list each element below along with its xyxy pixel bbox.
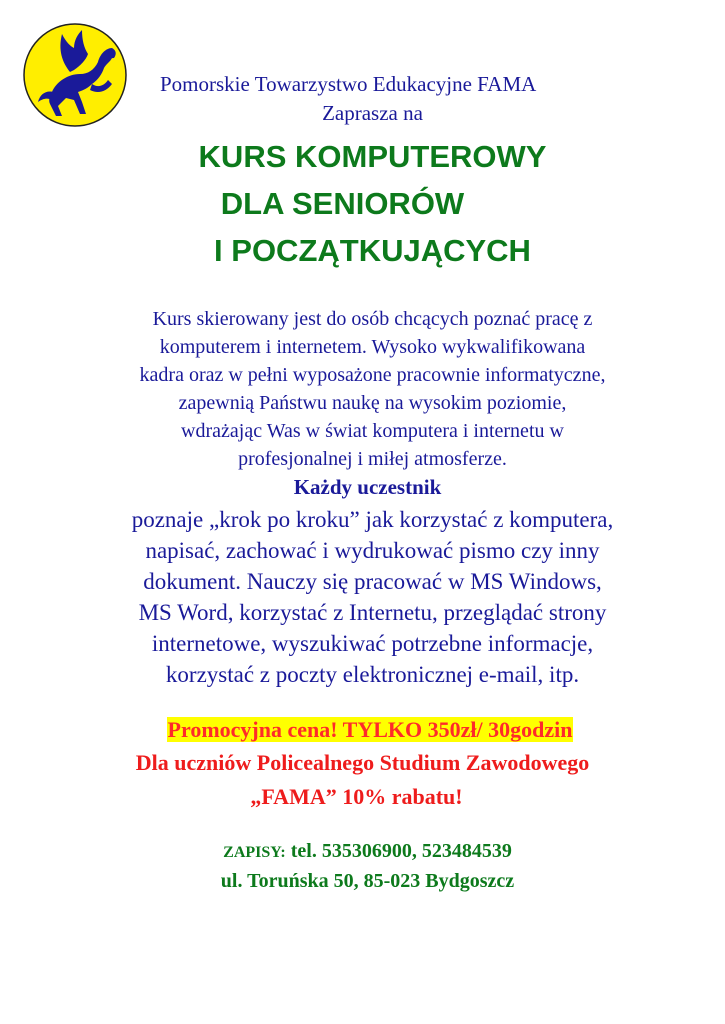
- description-line: kadra oraz w pełni wyposażone pracownie informatyczne,: [139, 364, 606, 386]
- discount-line-2: „FAMA” 10% rabatu!: [250, 784, 463, 809]
- promo-price-highlight: Promocyjna cena! TYLKO 350zł/ 30godzin: [167, 717, 573, 742]
- participant-line: dokument. Nauczy się pracować w MS Windows,: [143, 569, 602, 594]
- description-line: zapewnią Państwu naukę na wysokim poziomie,: [178, 392, 567, 414]
- description-line: profesjonalnej i miłej atmosferze.: [238, 448, 507, 470]
- phone-numbers: tel. 535306900, 523484539: [290, 840, 512, 862]
- title-line-1: KURS KOMPUTEROWY: [198, 139, 547, 174]
- description-line: Kurs skierowany jest do osób chcących poznać pracę z: [152, 308, 593, 330]
- participant-line: MS Word, korzystać z Internetu, przeglądać strony: [138, 600, 607, 625]
- contact-phones: [0, 840, 725, 863]
- participant-description: [40, 504, 705, 690]
- participant-line: korzystać z poczty elektronicznej e-mail, itp.: [165, 662, 580, 687]
- contact-address: ul. Toruńska 50, 85-023 Bydgoszcz: [220, 870, 515, 892]
- title-line-2: DLA SENIORÓW: [220, 186, 465, 221]
- title-line-3: I POCZĄTKUJĄCYCH: [214, 233, 531, 268]
- course-description: [40, 305, 705, 473]
- invite-text: Zaprasza na: [322, 101, 423, 125]
- participant-line: poznaje „krok po kroku” jak korzystać z komputera,: [131, 507, 614, 532]
- organization-name: Pomorskie Towarzystwo Edukacyjne FAMA: [160, 72, 537, 96]
- participant-heading: Każdy uczestnik: [293, 475, 442, 499]
- participant-line: internetowe, wyszukiwać potrzebne informacje,: [151, 631, 594, 656]
- description-line: wdrażając Was w świat komputera i internetu w: [181, 420, 564, 442]
- description-line: komputerem i internetem. Wysoko wykwalifikowana: [159, 336, 586, 358]
- participant-line: napisać, zachować i wydrukować pismo czy inny: [145, 538, 600, 563]
- enrollment-label: ZAPISY:: [223, 844, 286, 861]
- promo-price: [0, 717, 725, 743]
- discount-line-1: Dla uczniów Policealnego Studium Zawodowego: [135, 750, 590, 775]
